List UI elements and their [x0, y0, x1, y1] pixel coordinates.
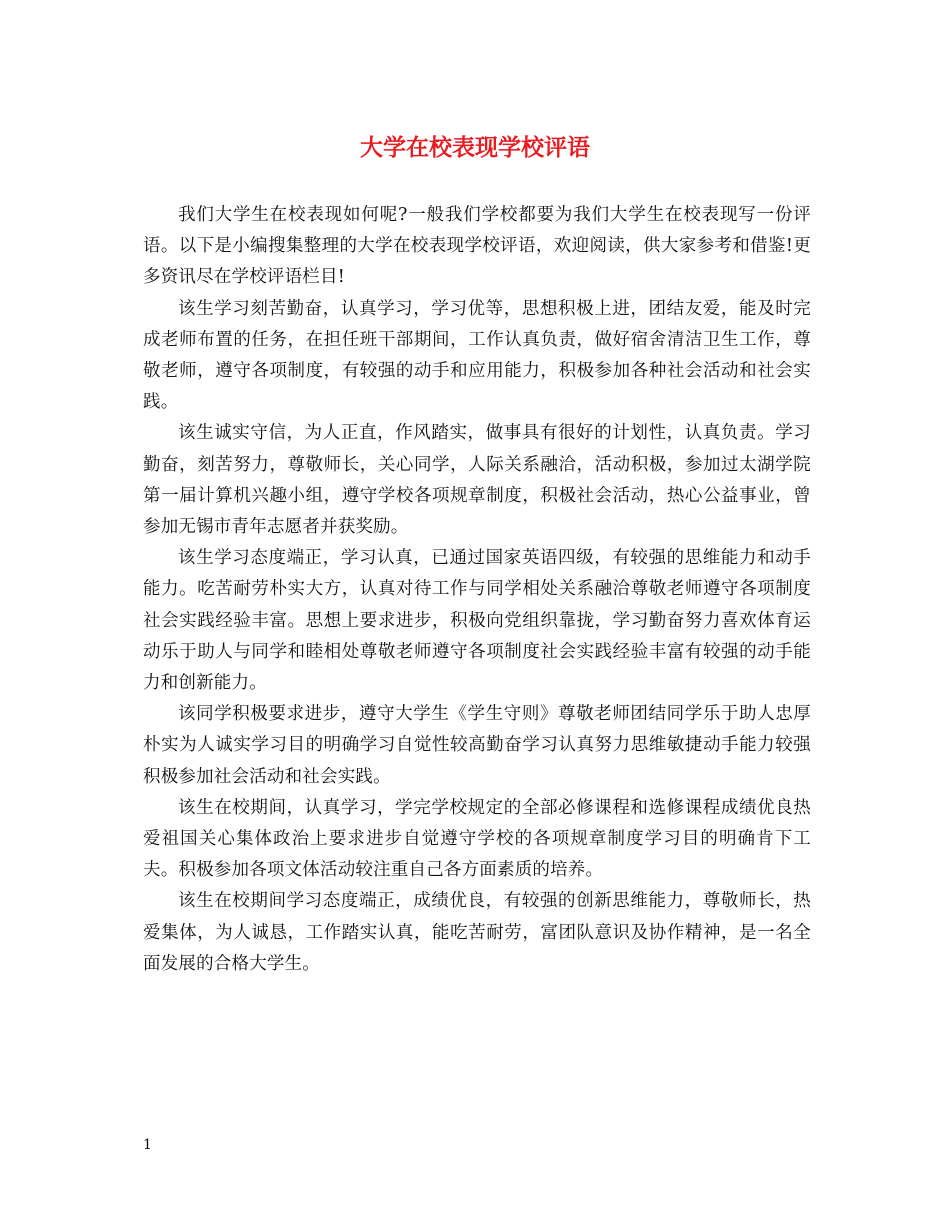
paragraph-comment-4: 该同学积极要求进步，遵守大学生《学生守则》尊敬老师团结同学乐于助人忠厚朴实为人诚实学习目的明确学习自觉性较高勤奋学习认真努力思维敏捷动手能力较强积极参加社会活动和社会实践。	[143, 704, 811, 787]
paragraph-comment-5: 该生在校期间，认真学习，学完学校规定的全部必修课程和选修课程成绩优良热爱祖国关心集体政治上要求进步自觉遵守学校的各项规章制度学习目的明确肯下工夫。积极参加各项文体活动较注重自己各方面素质的培养。	[143, 797, 811, 881]
document-title: 大学在校表现学校评语	[360, 134, 590, 161]
document-body	[143, 200, 811, 980]
paragraph-comment-1: 该生学习刻苦勤奋，认真学习，学习优等，思想积极上进，团结友爱，能及时完成老师布置的任务，在担任班干部期间，工作认真负责，做好宿舍清洁卫生工作，尊敬老师，遵守各项制度，有较强的动手和应用能力，积极参加各种社会活动和社会实践。	[143, 298, 811, 413]
page-number: 1	[143, 1137, 152, 1153]
paragraph-comment-6: 该生在校期间学习态度端正，成绩优良，有较强的创新思维能力，尊敬师长，热爱集体，为人诚恳，工作踏实认真，能吃苦耐劳，富团队意识及协作精神，是一名全面发展的合格大学生。	[143, 891, 811, 974]
paragraph-comment-3: 该生学习态度端正，学习认真，已通过国家英语四级，有较强的思维能力和动手能力。吃苦耐劳朴实大方，认真对待工作与同学相处关系融洽尊敬老师遵守各项制度社会实践经验丰富。思想上要求进步，积极向党组织靠拢，学习勤奋努力喜欢体育运动乐于助人与同学和睦相处尊敬老师遵守各项制度社会实践经验丰富有较强的动手能力和创新能力。	[143, 548, 811, 694]
paragraph-comment-2: 该生诚实守信，为人正直，作风踏实，做事具有很好的计划性，认真负责。学习勤奋，刻苦努力，尊敬师长，关心同学，人际关系融洽，活动积极，参加过太湖学院第一届计算机兴趣小组，遵守学校各项规章制度，积极社会活动，热心公益事业，曾参加无锡市青年志愿者并获奖励。	[143, 423, 811, 538]
paragraph-intro: 我们大学生在校表现如何呢?一般我们学校都要为我们大学生在校表现写一份评语。以下是小编搜集整理的大学在校表现学校评语，欢迎阅读，供大家参考和借鉴!更多资讯尽在学校评语栏目!	[143, 205, 811, 288]
